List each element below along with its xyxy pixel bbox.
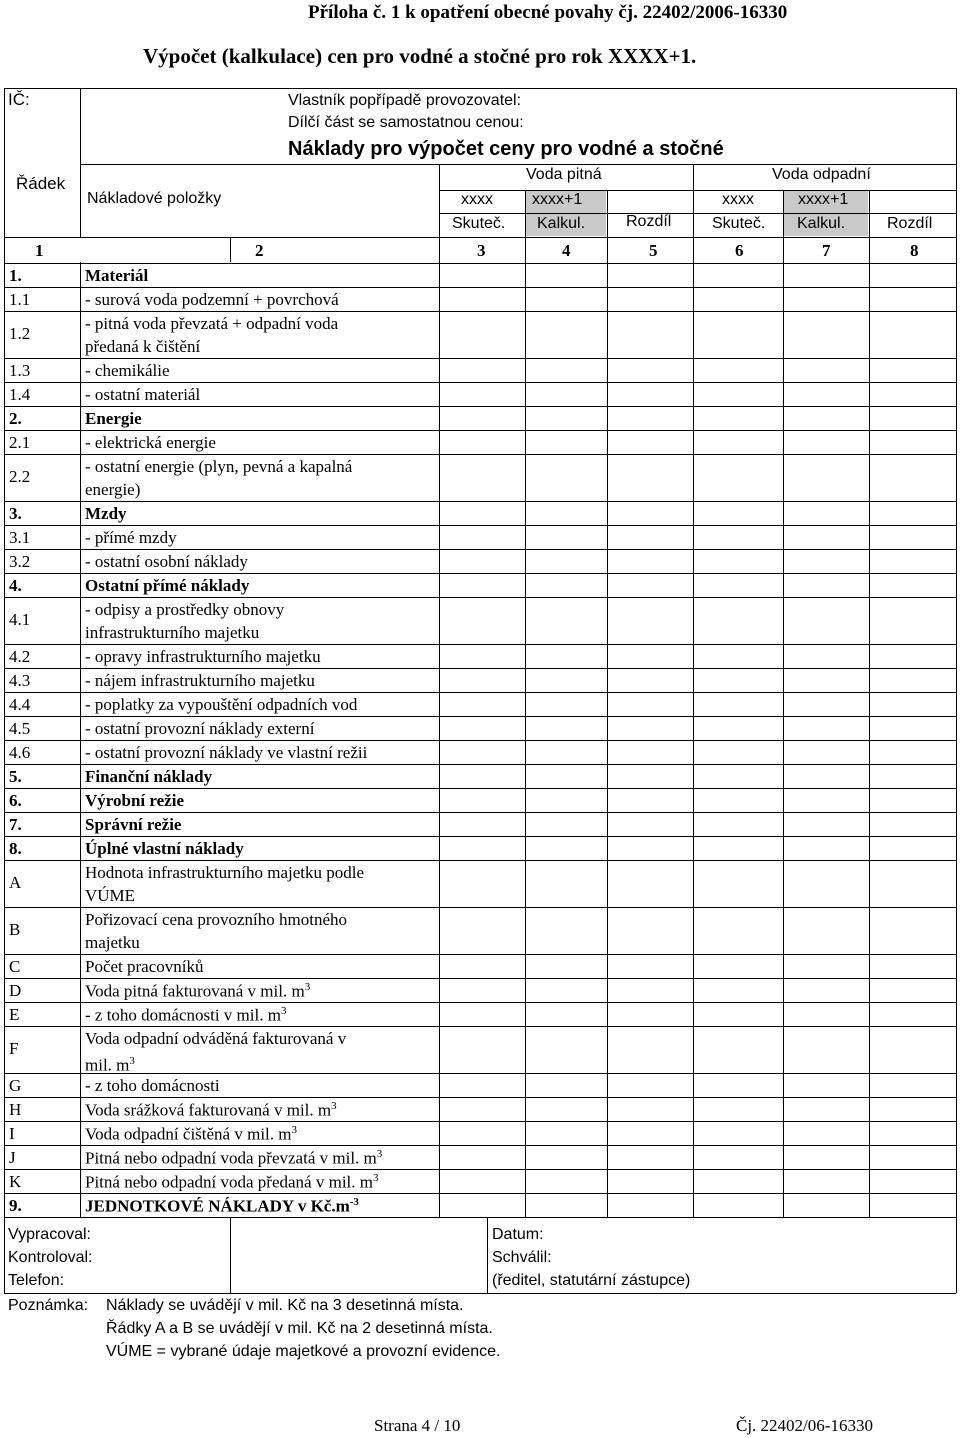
drinking-water-group-header: Voda pitná — [526, 166, 602, 183]
grid-line-horizontal — [4, 549, 956, 550]
row-label-text: - pitná voda převzatá + odpadní voda — [85, 314, 339, 333]
grid-line-horizontal — [4, 1002, 956, 1003]
column-number: 4 — [562, 241, 571, 260]
grid-line-vertical — [4, 1217, 5, 1293]
row-label-text: Voda pitná fakturovaná v mil. m — [85, 981, 305, 1001]
table-row — [0, 860, 960, 907]
grid-line-horizontal — [4, 358, 956, 359]
row-number: F — [9, 1039, 19, 1058]
row-number: 6. — [9, 791, 22, 810]
row-label-text: - chemikálie — [85, 361, 170, 380]
row-label-text: - z toho domácnosti — [85, 1076, 220, 1095]
prepared-by-label: Vypracoval: — [8, 1226, 91, 1243]
row-label — [85, 504, 127, 524]
grid-line-vertical — [956, 88, 957, 1217]
grid-line-vertical — [230, 237, 231, 262]
row-label-text-line2: majetku — [85, 933, 140, 952]
table-row — [0, 812, 960, 836]
year-xxxx-odpadni: xxxx — [722, 191, 754, 208]
column-number: 5 — [649, 241, 658, 260]
grid-line-horizontal — [4, 692, 956, 693]
row-label-text: - surová voda podzemní + povrchová — [85, 290, 339, 309]
superscript: -3 — [349, 1196, 359, 1208]
waste-water-group-header: Voda odpadní — [772, 166, 871, 183]
row-label — [85, 528, 177, 548]
row-number: C — [9, 957, 21, 976]
row-label-text: Pitná nebo odpadní voda převzatá v mil. m — [85, 1148, 377, 1168]
row-number: 8. — [9, 839, 22, 858]
column-number: 8 — [910, 241, 919, 260]
grid-line-horizontal — [4, 597, 956, 598]
grid-line-horizontal — [4, 1169, 956, 1170]
grid-line-horizontal — [4, 1073, 956, 1074]
row-label-text: Finanční náklady — [85, 767, 213, 786]
grid-line-vertical — [80, 262, 81, 1217]
table-row — [0, 1193, 960, 1217]
table-row — [0, 764, 960, 788]
grid-line-vertical — [525, 190, 526, 1217]
table-row — [0, 907, 960, 954]
table-row — [0, 788, 960, 812]
row-label — [85, 312, 338, 358]
kalkul-pitna: Kalkul. — [537, 215, 586, 232]
row-label-text: - ostatní materiál — [85, 385, 201, 404]
superscript: 3 — [129, 1055, 135, 1067]
row-label — [85, 767, 212, 787]
column-number: 6 — [735, 241, 744, 260]
grid-line-horizontal — [4, 1121, 956, 1122]
grid-line-horizontal — [439, 190, 693, 191]
grid-line-vertical — [439, 164, 440, 1217]
note-label: Poznámka: — [8, 1297, 89, 1314]
grid-line-vertical — [487, 1217, 488, 1293]
grid-line-horizontal — [4, 1293, 956, 1294]
row-number: 4.6 — [9, 743, 31, 762]
grid-line-horizontal — [4, 237, 956, 238]
row-label-text: - ostatní provozní náklady ve vlastní režii — [85, 743, 368, 762]
row-label — [85, 266, 148, 286]
skutec-odpadni: Skuteč. — [712, 215, 766, 232]
grid-line-vertical — [4, 88, 5, 1217]
row-label — [85, 791, 184, 811]
table-row — [0, 311, 960, 358]
superscript: 3 — [280, 1005, 287, 1017]
grid-line-horizontal — [4, 573, 956, 574]
row-label-text: - elektrická energie — [85, 433, 216, 452]
grid-line-horizontal — [4, 764, 956, 765]
row-number: 1.1 — [9, 290, 31, 309]
row-label — [85, 433, 216, 453]
phone-label: Telefon: — [8, 1272, 65, 1289]
row-number: 1.2 — [9, 324, 31, 343]
row-label-text: Voda srážková fakturovaná v mil. m — [85, 1100, 332, 1120]
table-row — [0, 597, 960, 644]
grid-line-horizontal — [4, 311, 956, 312]
grid-line-horizontal — [4, 668, 956, 669]
row-number: J — [9, 1148, 16, 1167]
table-row — [0, 954, 960, 978]
row-number: I — [9, 1124, 15, 1143]
attachment-reference: Příloha č. 1 k opatření obecné povahy čj. 22402/2006-16330 — [308, 2, 788, 23]
table-row — [0, 430, 960, 454]
row-label — [85, 598, 284, 644]
row-number: 2.2 — [9, 467, 31, 486]
ic-label: IČ: — [8, 90, 30, 109]
row-label — [85, 385, 200, 405]
grid-line-horizontal — [4, 1145, 956, 1146]
row-label-text: Úplné vlastní náklady — [85, 839, 244, 858]
row-label — [85, 981, 310, 1002]
row-label-text: - odpisy a prostředky obnovy — [85, 600, 285, 619]
director-label: (ředitel, statutární zástupce) — [492, 1272, 691, 1289]
row-label-text: Výrobní režie — [85, 791, 184, 810]
approved-by-label: Schválil: — [492, 1249, 552, 1266]
row-number: 2.1 — [9, 433, 31, 452]
grid-line-horizontal — [4, 954, 956, 955]
row-number: K — [9, 1172, 22, 1191]
row-number: 2. — [9, 409, 22, 428]
row-label — [85, 290, 339, 310]
rozdil-pitna: Rozdíl — [626, 213, 672, 230]
grid-line-horizontal — [4, 788, 956, 789]
grid-line-horizontal — [4, 430, 956, 431]
note-line: VÚME = vybrané údaje majetkové a provozní evidence. — [106, 1343, 501, 1360]
grid-line-vertical — [783, 190, 784, 1217]
grid-line-horizontal — [4, 1026, 956, 1027]
table-row — [0, 501, 960, 525]
table-row — [0, 525, 960, 549]
row-number: 1.3 — [9, 361, 31, 380]
row-number: A — [9, 873, 22, 892]
grid-line-vertical — [956, 1217, 957, 1293]
grid-line-horizontal — [4, 454, 956, 455]
superscript: 3 — [304, 981, 311, 993]
row-label — [85, 695, 357, 715]
grid-line-vertical — [693, 164, 694, 1217]
grid-line-horizontal — [4, 501, 956, 502]
table-row — [0, 644, 960, 668]
row-label-text: Ostatní přímé náklady — [85, 576, 250, 595]
table-row — [0, 1097, 960, 1121]
checked-by-label: Kontroloval: — [8, 1249, 93, 1266]
note-line: Řádky A a B se uvádějí v mil. Kč na 2 desetinná místa. — [106, 1320, 493, 1337]
column-number: 7 — [822, 241, 831, 260]
table-row — [0, 1073, 960, 1097]
grid-line-horizontal — [693, 190, 956, 191]
grid-line-horizontal — [4, 1193, 956, 1194]
row-label — [85, 1196, 359, 1217]
table-row — [0, 692, 960, 716]
row-label-text: Mzdy — [85, 504, 127, 523]
grid-line-horizontal — [4, 836, 956, 837]
row-label — [85, 1148, 382, 1169]
table-row — [0, 287, 960, 311]
table-row — [0, 1145, 960, 1169]
table-row — [0, 740, 960, 764]
grid-line-horizontal — [4, 88, 956, 89]
row-label-text: Pořizovací cena provozního hmotného — [85, 910, 348, 929]
kalkul-odpadni: Kalkul. — [797, 215, 846, 232]
row-number: 3. — [9, 504, 22, 523]
row-label-text: Správní režie — [85, 815, 182, 834]
table-main-title: Náklady pro výpočet ceny pro vodné a stočné — [288, 138, 724, 160]
row-label — [85, 455, 352, 501]
column-number: 2 — [255, 241, 264, 260]
table-row — [0, 573, 960, 597]
row-label — [85, 647, 321, 667]
grid-line-horizontal — [4, 812, 956, 813]
row-number: 5. — [9, 767, 22, 786]
row-label — [85, 1005, 286, 1026]
grid-line-horizontal — [4, 263, 956, 264]
year-xxxx1-pitna: xxxx+1 — [532, 191, 583, 208]
row-number: 4.1 — [9, 610, 31, 629]
row-number: 4.5 — [9, 719, 31, 738]
table-row — [0, 382, 960, 406]
row-number: H — [9, 1100, 22, 1119]
row-number: B — [9, 920, 21, 939]
row-label-text: - poplatky za vypouštění odpadních vod — [85, 695, 358, 714]
row-label — [85, 1124, 297, 1145]
grid-line-vertical — [869, 190, 870, 1217]
document-reference: Čj. 22402/06-16330 — [736, 1416, 873, 1435]
grid-line-horizontal — [439, 213, 956, 214]
table-row — [0, 668, 960, 692]
superscript: 3 — [291, 1124, 297, 1136]
grid-line-vertical — [230, 1217, 231, 1293]
row-label — [85, 1027, 346, 1077]
row-label — [85, 1076, 220, 1096]
cost-items-header: Nákladové položky — [87, 190, 222, 207]
row-number: 7. — [9, 815, 22, 834]
owner-label: Vlastník popřípadě provozovatel: — [288, 92, 522, 109]
row-label-text: - ostatní energie (plyn, pevná a kapalná — [85, 457, 353, 476]
superscript: 3 — [373, 1172, 379, 1184]
rozdil-odpadni: Rozdíl — [887, 215, 933, 232]
grid-line-horizontal — [4, 716, 956, 717]
row-label-text: Energie — [85, 409, 142, 428]
note-line: Náklady se uvádějí v mil. Kč na 3 desetinná místa. — [106, 1297, 464, 1314]
superscript: 3 — [376, 1148, 383, 1160]
skutec-pitna: Skuteč. — [452, 215, 506, 232]
row-label-text-line2: mil. m — [85, 1055, 130, 1075]
grid-line-horizontal — [4, 525, 956, 526]
row-label-text: - opravy infrastrukturního majetku — [85, 647, 321, 666]
row-label-text: JEDNOTKOVÉ NÁKLADY v Kč.m — [85, 1196, 350, 1216]
grid-line-horizontal — [80, 164, 956, 165]
row-number: 1.4 — [9, 385, 31, 404]
row-label — [85, 576, 249, 596]
row-label-text: - přímé mzdy — [85, 528, 177, 547]
grid-line-horizontal — [4, 1097, 956, 1098]
table-row — [0, 716, 960, 740]
row-number: 4.4 — [9, 695, 31, 714]
row-label-text: - ostatní osobní náklady — [85, 552, 248, 571]
row-label — [85, 1100, 337, 1121]
row-number: G — [9, 1076, 22, 1095]
row-label — [85, 839, 244, 859]
grid-line-horizontal — [4, 382, 956, 383]
row-label-text: - z toho domácnosti v mil. m — [85, 1005, 281, 1025]
table-row — [0, 1002, 960, 1026]
row-label-text: - ostatní provozní náklady externí — [85, 719, 315, 738]
row-number: E — [9, 1005, 20, 1024]
row-label-text: Voda odpadní čištěná v mil. m — [85, 1124, 292, 1144]
row-label-text: Hodnota infrastrukturního majetku podle — [85, 863, 365, 882]
row-label-text: Voda odpadní odváděná fakturovaná v — [85, 1029, 347, 1048]
grid-line-horizontal — [4, 907, 956, 908]
row-label-text: Materiál — [85, 266, 149, 285]
row-number: 4.3 — [9, 671, 31, 690]
row-number: 4. — [9, 576, 22, 595]
row-label — [85, 361, 170, 381]
table-row — [0, 549, 960, 573]
date-label: Datum: — [492, 1226, 544, 1243]
row-label — [85, 552, 248, 572]
row-label — [85, 743, 367, 763]
grid-line-horizontal — [4, 860, 956, 861]
table-row — [0, 1121, 960, 1145]
row-label — [85, 815, 181, 835]
grid-line-horizontal — [4, 406, 956, 407]
year-xxxx1-odpadni: xxxx+1 — [798, 191, 849, 208]
row-label-text-line2: VÚME — [85, 886, 136, 905]
row-label — [85, 1172, 379, 1193]
row-label — [85, 671, 315, 691]
year-xxxx-pitna: xxxx — [461, 191, 493, 208]
row-number: 3.1 — [9, 528, 31, 547]
table-row — [0, 1026, 960, 1073]
table-row — [0, 454, 960, 501]
row-label-text: - nájem infrastrukturního majetku — [85, 671, 315, 690]
grid-line-horizontal — [4, 1217, 956, 1218]
row-label-text: Počet pracovníků — [85, 957, 204, 976]
document-title: Výpočet (kalkulace) cen pro vodné a stočné pro rok XXXX+1. — [143, 44, 697, 68]
row-number: D — [9, 981, 22, 1000]
row-label-text-line2: předaná k čištění — [85, 337, 201, 356]
row-label — [85, 409, 142, 429]
row-label — [85, 719, 314, 739]
part-label: Dílčí část se samostatnou cenou: — [288, 114, 524, 131]
row-number: 4.2 — [9, 647, 31, 666]
table-row — [0, 263, 960, 287]
table-row — [0, 978, 960, 1002]
page-number: Strana 4 / 10 — [374, 1416, 461, 1435]
grid-line-horizontal — [4, 978, 956, 979]
column-number: 1 — [35, 241, 44, 260]
table-row — [0, 406, 960, 430]
grid-line-horizontal — [4, 644, 956, 645]
table-row — [0, 836, 960, 860]
row-number: 3.2 — [9, 552, 31, 571]
column-number: 3 — [477, 241, 486, 260]
grid-line-vertical — [80, 88, 81, 237]
row-label — [85, 861, 364, 907]
row-number: 1. — [9, 266, 22, 285]
table-row — [0, 358, 960, 382]
row-label-text-line2: infrastrukturního majetku — [85, 623, 260, 642]
grid-line-horizontal — [4, 740, 956, 741]
table-row — [0, 1169, 960, 1193]
row-label — [85, 908, 347, 954]
row-label — [85, 957, 204, 977]
row-column-header: Řádek — [16, 174, 66, 193]
row-label-text-line2: energie) — [85, 480, 141, 499]
row-number: 9. — [9, 1196, 22, 1215]
grid-line-horizontal — [4, 287, 956, 288]
row-label-text: Pitná nebo odpadní voda předaná v mil. m — [85, 1172, 373, 1192]
grid-line-vertical — [607, 190, 608, 1217]
superscript: 3 — [331, 1100, 337, 1112]
